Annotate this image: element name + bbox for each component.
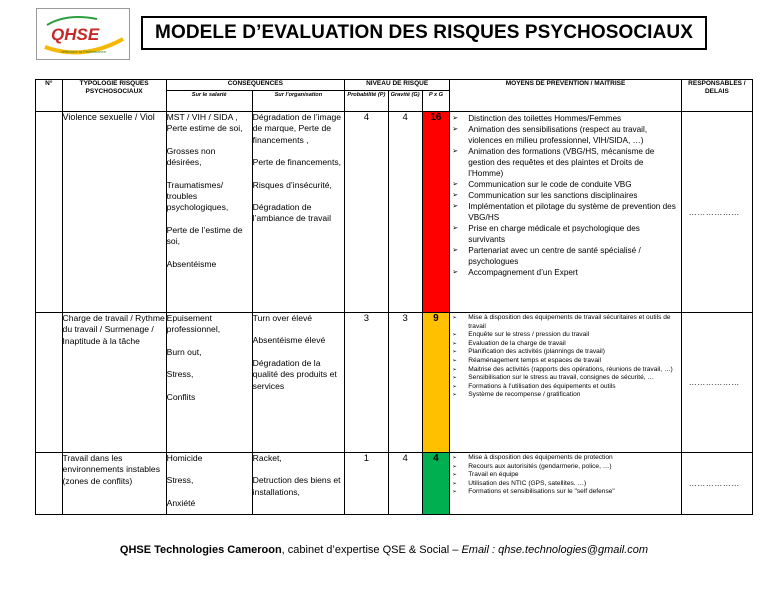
- header-pxg: P x G: [422, 91, 450, 112]
- typologie-cell: Charge de travail / Rythme du travail / Surmenage / Inaptitude à la tâche: [62, 313, 166, 453]
- row-number: [36, 112, 63, 313]
- probabilite-value: 3: [345, 313, 389, 453]
- organisation-cell: [252, 453, 344, 515]
- organisation-item: Dégradation de l’ambiance de travail: [252, 202, 331, 224]
- responsables-cell: [681, 112, 752, 313]
- footer-description: , cabinet d’expertise QSE & Social: [281, 544, 450, 556]
- risk-level-badge: 4: [422, 453, 450, 515]
- salarie-cell: [166, 453, 252, 515]
- moyen-item: ➢ Partenariat avec un centre de santé spécialisé / psychologues: [452, 245, 678, 267]
- gravite-value: 4: [388, 112, 422, 313]
- salarie-item: Stress,: [166, 369, 194, 380]
- company-logo: [36, 8, 130, 60]
- moyen-item: ➢ Formations à l’utilisation des équipements et outils: [452, 383, 678, 392]
- moyen-item: ➢ Réaménagement temps et espaces de travail: [452, 357, 678, 366]
- risk-level-badge: 16: [422, 112, 450, 313]
- moyen-item: ➢ Travail en équipe: [452, 471, 678, 480]
- header-responsables: RESPONSABLES / DELAIS: [681, 80, 752, 112]
- moyen-item: ➢ Système de recompense / gratification: [452, 391, 678, 400]
- moyen-item: ➢ Mise à disposition des équipements de travail sécuritaires et outils de travail: [452, 314, 678, 331]
- moyens-cell: [450, 313, 682, 453]
- footer-email: – Email : qhse.technologies@gmail.com: [452, 544, 649, 556]
- salarie-cell: [166, 112, 252, 313]
- moyen-item: ➢ Enquête sur le stress / pression du travail: [452, 331, 678, 340]
- organisation-item: Dégradation de l’image de marque, Perte de financements ,: [252, 112, 342, 145]
- logo-text: QHSE: [51, 25, 100, 44]
- moyen-item: ➢ Utilisation des NTIC (GPS, satellites. …): [452, 480, 678, 489]
- moyen-item: ➢ Distinction des toilettes Hommes/Femmes: [452, 113, 678, 124]
- typologie-cell: Travail dans les environnements instables (zones de conflits): [62, 453, 166, 515]
- table-row: [36, 112, 753, 313]
- moyen-item: ➢ Animation des sensibilisations (respect au travail, violences en milieu professionnel, VIH/SIDA, …): [452, 124, 678, 146]
- table-row: [36, 453, 753, 515]
- organisation-item: Dégradation de la qualité des produits et services: [252, 357, 337, 391]
- salarie-item: Epuisement professionnel,: [166, 313, 221, 335]
- salarie-item: Stress,: [166, 475, 194, 486]
- organisation-item: Racket,: [252, 453, 282, 463]
- moyen-item: ➢ Planification des activités (plannings de travail): [452, 348, 678, 357]
- moyen-item: ➢ Formations et sensibilisations sur le "self defense": [452, 488, 678, 497]
- moyen-item: ➢ Evaluation de la charge de travail: [452, 340, 678, 349]
- footer: [0, 544, 768, 556]
- salarie-item: MST / VIH / SIDA , Perte estime de soi,: [166, 112, 243, 134]
- salarie-cell: [166, 313, 252, 453]
- moyens-cell: [450, 112, 682, 313]
- header-typologie: TYPOLOGIE RISQUES PSYCHOSOCIAUX: [62, 80, 166, 112]
- page-title: MODELE D’EVALUATION DES RISQUES PSYCHOSOCIAUX: [141, 16, 707, 50]
- responsables-placeholder: ………………: [688, 207, 740, 217]
- moyen-item: ➢ Communication sur les sanctions disciplinaires: [452, 190, 678, 201]
- moyen-item: ➢ Communication sur le code de conduite VBG: [452, 179, 678, 190]
- moyen-item: ➢ Recours aux autorisités (gendarmerie, police, …): [452, 463, 678, 472]
- salarie-item: Burn out,: [166, 346, 202, 357]
- probabilite-value: 4: [345, 112, 389, 313]
- moyen-item: ➢ Animation des formations (VBG/HS, mécanisme de gestion des requêtes et des plaintes et Droits de l’Homme): [452, 146, 678, 179]
- header-moyens: MOYENS DE PREVENTION / MAITRISE: [450, 80, 682, 112]
- organisation-item: Perte de financements,: [252, 157, 342, 168]
- salarie-item: Homicide: [166, 453, 203, 463]
- moyen-item: ➢ Mise à disposition des équipements de protection: [452, 454, 678, 463]
- responsables-placeholder: ………………: [688, 378, 740, 387]
- moyen-item: ➢ Accompagnement d’un Expert: [452, 267, 678, 278]
- salarie-item: Traumatismes/ troubles psychologiques,: [166, 179, 229, 213]
- responsables-placeholder: ………………: [688, 479, 740, 488]
- responsables-cell: [681, 313, 752, 453]
- table-row: [36, 313, 753, 453]
- header-niveau-risque: NIVEAU DE RISQUE: [345, 80, 450, 91]
- responsables-cell: [681, 453, 752, 515]
- salarie-item: Conflits: [166, 391, 196, 402]
- row-number: [36, 313, 63, 453]
- header-consequences: CONSÉQUENCES: [166, 80, 344, 91]
- logo-tagline: Welcome to Performance: [61, 49, 107, 54]
- organisation-item: Absentéisme élevé: [252, 335, 326, 346]
- header-num: N°: [36, 80, 63, 112]
- organisation-item: Detruction des biens et installations,: [252, 475, 341, 497]
- moyen-item: ➢ Sensibilisation sur le stress au travail, consignes de sécurité, …: [452, 374, 678, 383]
- row-number: [36, 453, 63, 515]
- moyen-item: ➢ Implémentation et pilotage du système de prevention des VBG/HS: [452, 201, 678, 223]
- salarie-item: Grosses non désirées,: [166, 145, 216, 168]
- gravite-value: 4: [388, 453, 422, 515]
- salarie-item: Anxiété: [166, 497, 196, 508]
- salarie-item: Absentéisme: [166, 258, 217, 269]
- organisation-item: Risques d’insécurité,: [252, 179, 332, 190]
- moyen-item: ➢ Prise en charge médicale et psychologique des survivants: [452, 223, 678, 245]
- footer-company: QHSE Technologies Cameroon: [119, 544, 282, 556]
- gravite-value: 3: [388, 313, 422, 453]
- header-sur-organisation: Sur l’organisation: [252, 91, 344, 112]
- moyens-list: [450, 112, 681, 278]
- moyen-item: ➢ Maitrise des activités (rapports des opérations, réunions de travail, …): [452, 366, 678, 375]
- probabilite-value: 1: [345, 453, 389, 515]
- organisation-cell: [252, 112, 344, 313]
- header-gravite: Gravité (G): [388, 91, 422, 112]
- organisation-cell: [252, 313, 344, 453]
- header-sur-salarie: Sur le salarié: [166, 91, 252, 112]
- header-probabilite: Probabilité (P): [345, 91, 389, 112]
- moyens-list: [450, 453, 681, 497]
- moyens-list: [450, 313, 681, 400]
- risk-level-badge: 9: [422, 313, 450, 453]
- moyens-cell: [450, 453, 682, 515]
- salarie-item: Perte de l’estime de soi,: [166, 224, 243, 247]
- typologie-cell: Violence sexuelle / Viol: [62, 112, 166, 313]
- organisation-item: Turn over élevé: [252, 313, 313, 323]
- risk-table: [35, 79, 753, 515]
